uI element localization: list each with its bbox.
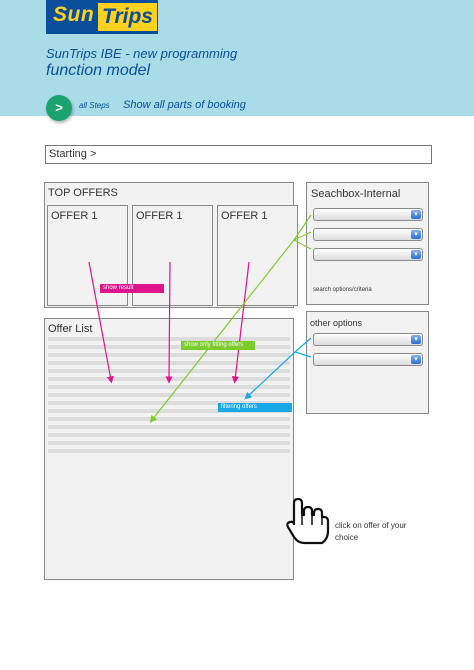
hand-cursor-icon	[286, 497, 330, 547]
offer-list-title: Offer List	[48, 323, 93, 335]
breadcrumb: Starting >	[45, 145, 432, 164]
show-fitting-tag: show only fitting offers	[181, 341, 255, 350]
search-options-caption: search options/criteria	[313, 287, 372, 293]
select-arrow-icon: ▾	[411, 355, 421, 364]
offer-card-label: OFFER 1	[136, 210, 183, 222]
all-steps-label: all Steps	[79, 101, 110, 110]
select-arrow-icon: ▾	[411, 250, 421, 259]
filter-connector	[295, 352, 311, 357]
fitting-connector	[294, 240, 311, 249]
select-arrow-icon: ▾	[411, 210, 421, 219]
page-title-line1: SunTrips IBE - new programming	[46, 46, 238, 61]
page-title-line2: function model	[46, 62, 151, 79]
offer-card-label: OFFER 1	[51, 210, 98, 222]
select-arrow-icon: ▾	[411, 230, 421, 239]
show-result-arrow	[89, 262, 111, 380]
click-offer-hint: click on offer of your choice	[335, 521, 407, 542]
logo-trips-text: Trips	[98, 3, 157, 31]
show-all-parts-link[interactable]: Show all parts of booking	[123, 99, 246, 111]
filter-connector	[295, 338, 311, 352]
filtering-tag: filtering offers	[218, 403, 292, 412]
show-result-arrow	[235, 262, 249, 380]
show-result-tag: show result	[100, 284, 164, 293]
top-offers-title: TOP OFFERS	[48, 187, 118, 199]
logo-sun-text: Sun	[53, 3, 95, 26]
seachbox-title: Seachbox-Internal	[311, 188, 401, 200]
show-result-arrow	[169, 262, 170, 380]
filtering-offers-arrow	[247, 352, 295, 397]
all-steps-button[interactable]: >	[46, 95, 72, 121]
fitting-offers-arrow	[152, 240, 294, 420]
select-arrow-icon: ▾	[411, 335, 421, 344]
offer-card-label: OFFER 1	[221, 210, 268, 222]
other-options-title: other options	[310, 318, 363, 328]
